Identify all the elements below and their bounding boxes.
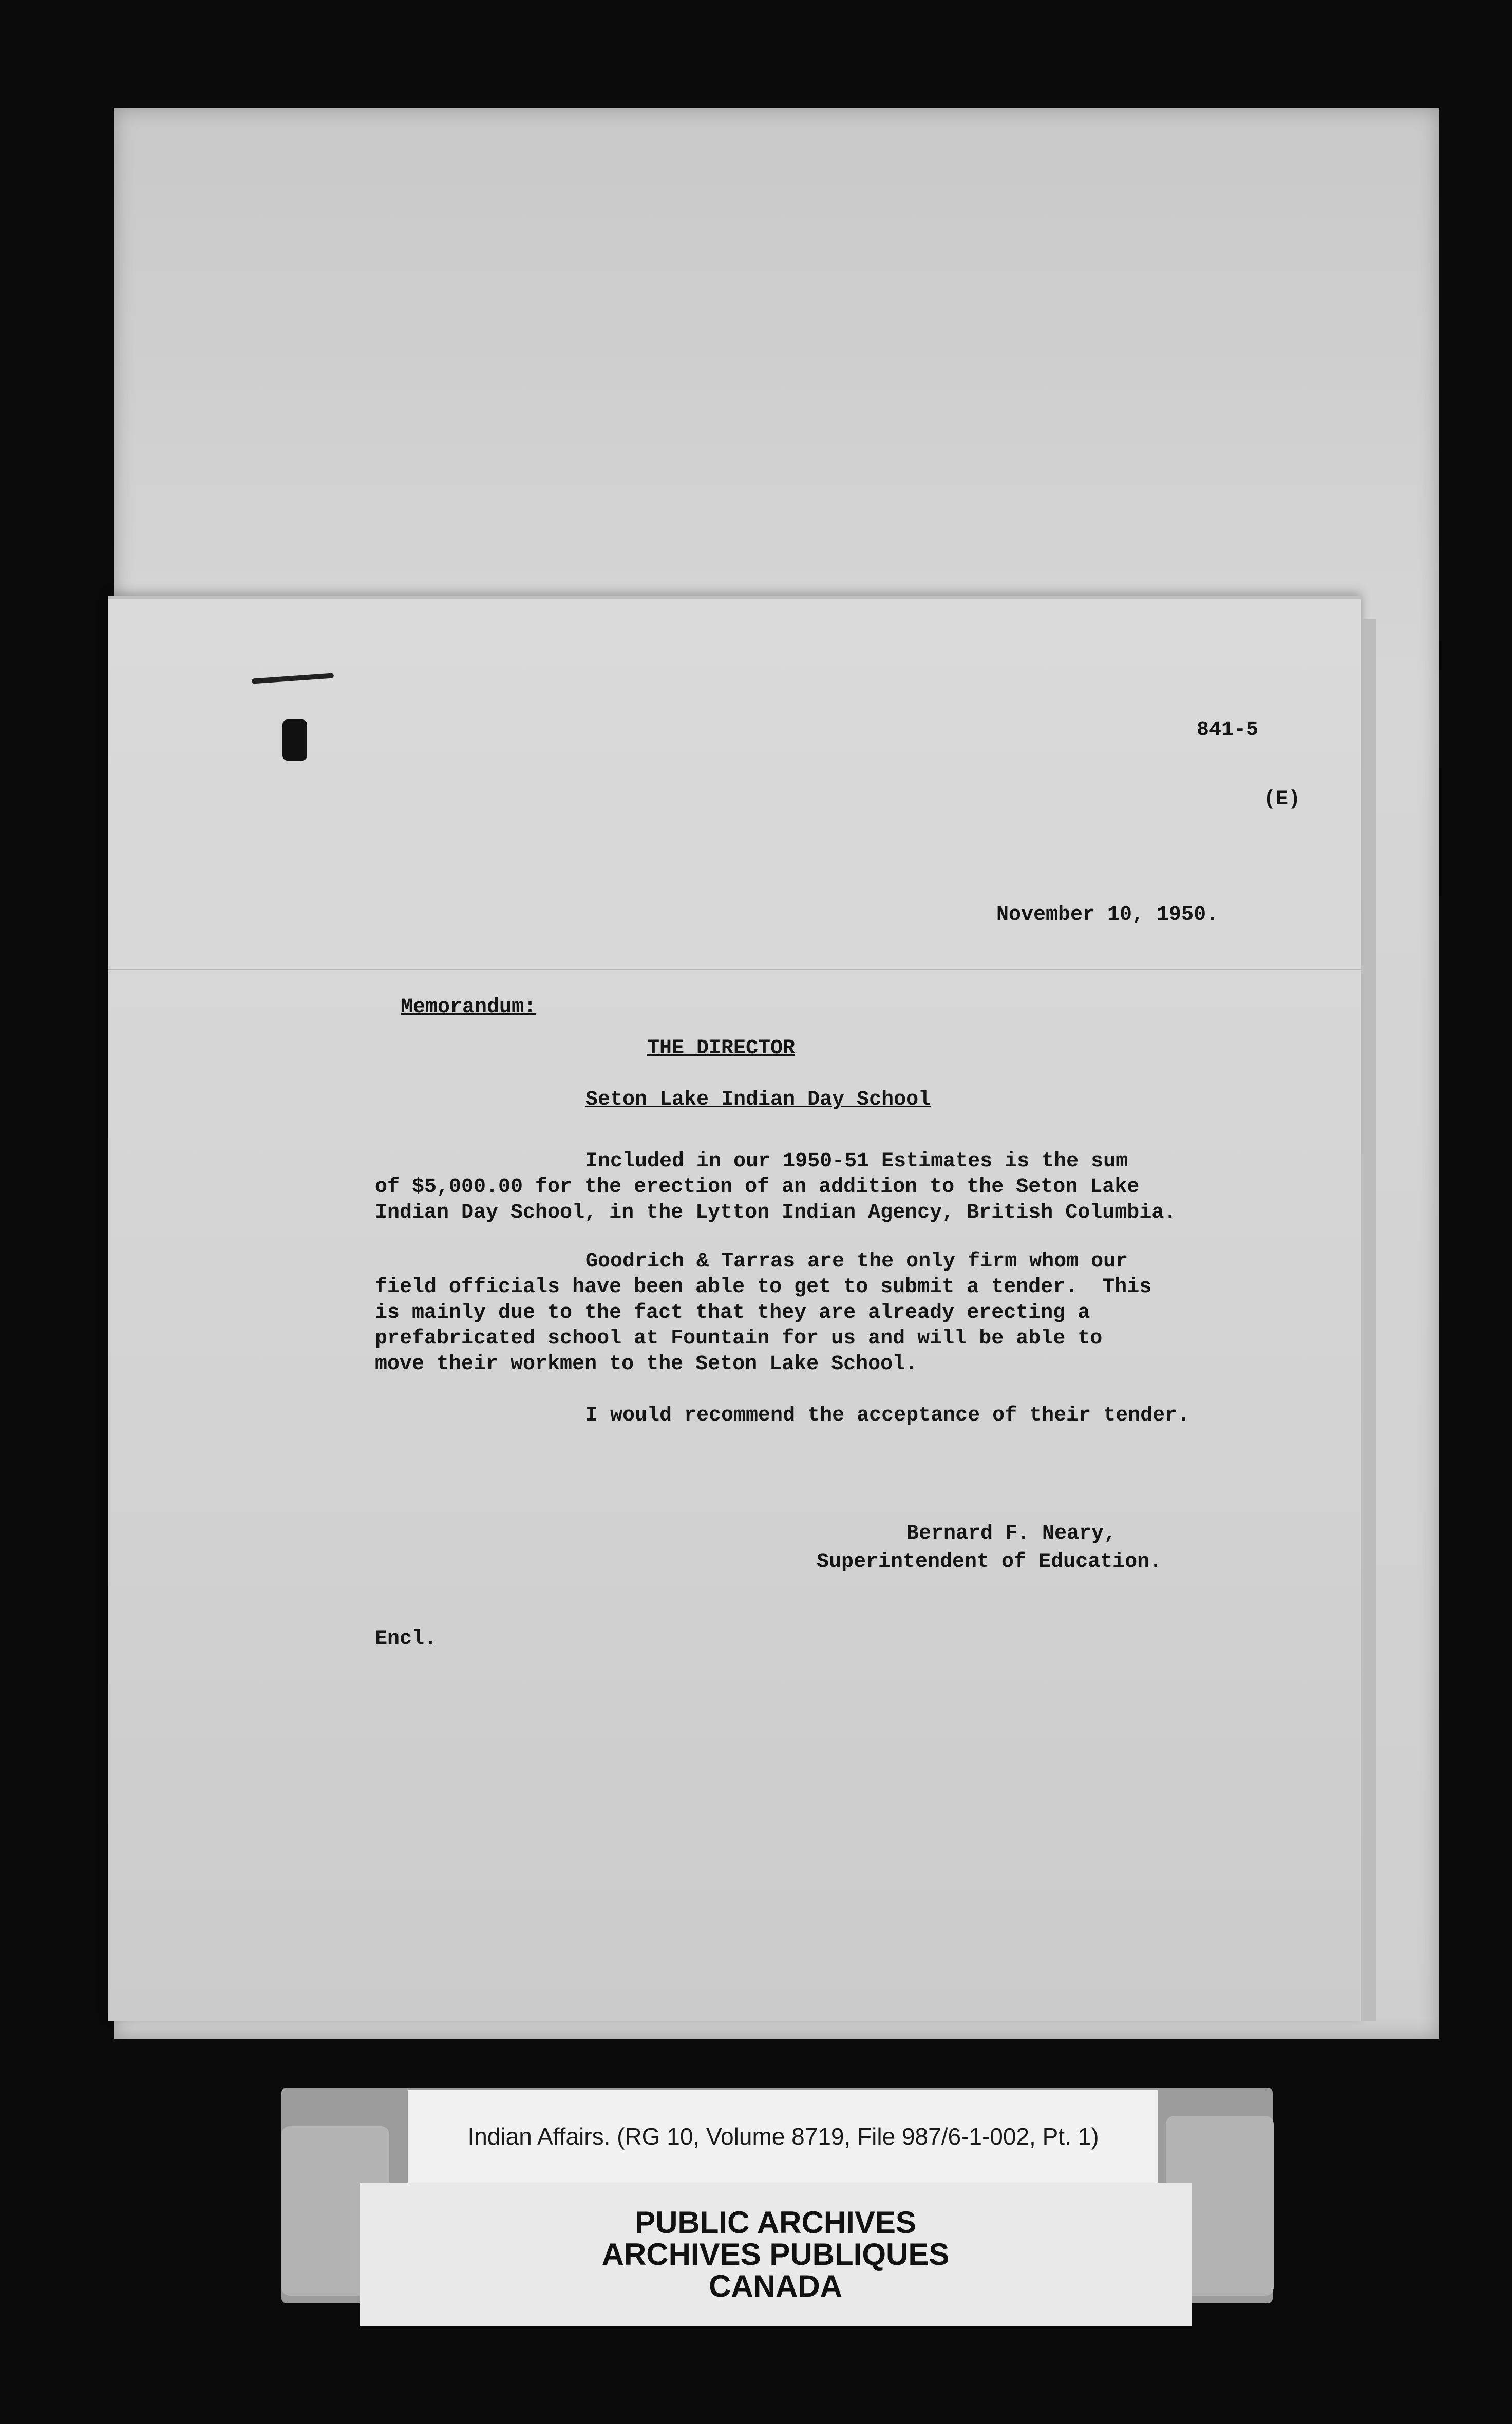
archive-stamp xyxy=(360,2183,1192,2326)
signature-title: Superintendent of Education. xyxy=(817,1550,1162,1574)
paragraph-3-line-1: I would recommend the acceptance of their tender. xyxy=(585,1404,1190,1427)
paragraph-1-line-3: Indian Day School, in the Lytton Indian Agency, British Columbia. xyxy=(375,1201,1177,1224)
memo-date: November 10, 1950. xyxy=(996,903,1219,926)
sheet-edge xyxy=(1361,619,1376,2021)
paragraph-2-line-4: prefabricated school at Fountain for us and will be able to xyxy=(375,1327,1103,1350)
archive-line-1: PUBLIC ARCHIVES xyxy=(635,2205,916,2240)
fold-line xyxy=(108,969,1361,970)
ink-smudge xyxy=(252,673,334,684)
file-mark: (E) xyxy=(1263,788,1301,811)
paragraph-2-line-5: move their workmen to the Seton Lake School. xyxy=(375,1353,918,1376)
paragraph-1-line-1: Included in our 1950-51 Estimates is the sum xyxy=(585,1150,1128,1173)
memo-heading: Memorandum: xyxy=(401,996,537,1019)
memo-recipient: THE DIRECTOR xyxy=(647,1037,796,1060)
ink-smudge xyxy=(282,719,307,761)
enclosure-note: Encl. xyxy=(375,1627,437,1651)
archive-line-3: CANADA xyxy=(709,2269,842,2303)
paragraph-1-line-2: of $5,000.00 for the erection of an addition to the Seton Lake xyxy=(375,1176,1140,1199)
paragraph-2-line-1: Goodrich & Tarras are the only firm whom our xyxy=(585,1250,1128,1273)
archive-line-2: ARCHIVES PUBLIQUES xyxy=(601,2237,950,2271)
signature-name: Bernard F. Neary, xyxy=(906,1522,1117,1545)
memo-sheet xyxy=(108,596,1361,2021)
paragraph-2-line-3: is mainly due to the fact that they are already erecting a xyxy=(375,1301,1090,1324)
paragraph-2-line-2: field officials have been able to get to submit a tender. This xyxy=(375,1276,1152,1299)
memo-subject: Seton Lake Indian Day School xyxy=(585,1088,931,1111)
archive-reference: Indian Affairs. (RG 10, Volume 8719, File 987/6-1-002, Pt. 1) xyxy=(408,2090,1158,2183)
file-number: 841-5 xyxy=(1197,718,1259,742)
